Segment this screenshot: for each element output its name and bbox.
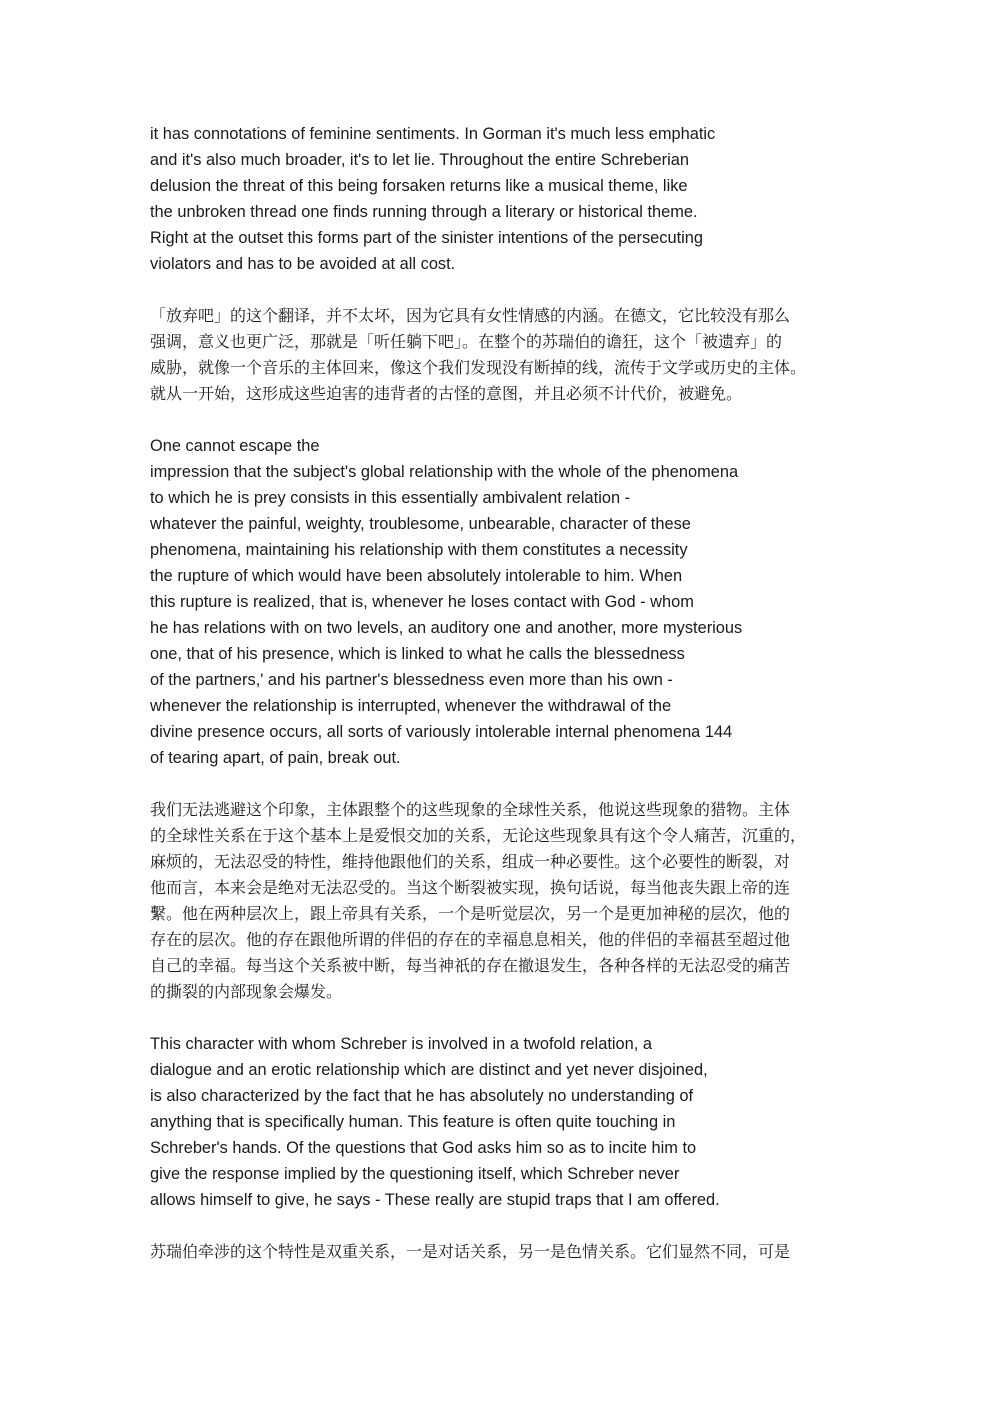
- paragraph-english-3: [150, 1031, 850, 1213]
- text-line: give the response implied by the questioning itself, which Schreber never: [150, 1165, 680, 1183]
- text-line: 繫。他在两种层次上，跟上帝具有关系，一个是听觉层次，另一个是更加神秘的层次，他的: [150, 904, 791, 923]
- text-line: allows himself to give, he says - These really are stupid traps that I am offered.: [150, 1191, 720, 1209]
- text-line: he has relations with on two levels, an auditory one and another, more mysterious: [150, 619, 743, 637]
- paragraph-spacer: [150, 1213, 850, 1239]
- text-line: phenomena, maintaining his relationship with them constitutes a necessity: [150, 541, 688, 559]
- text-line: anything that is specifically human. This feature is often quite touching in: [150, 1113, 676, 1131]
- text-line: and it's also much broader, it's to let lie. Throughout the entire Schreberian: [150, 151, 689, 169]
- text-line: 就从一开始，这形成这些迫害的违背者的古怪的意图，并且必须不计代价，被避免。: [150, 384, 743, 403]
- text-line: Right at the outset this forms part of the sinister intentions of the persecuting: [150, 229, 704, 247]
- paragraph-spacer: [150, 1005, 850, 1031]
- text-line: 强调，意义也更广泛，那就是「听任躺下吧」。在整个的苏瑞伯的谵狂，这个「被遗弃」的: [150, 332, 783, 351]
- paragraph-spacer: [150, 277, 850, 303]
- text-line: whatever the painful, weighty, troublesome, unbearable, character of these: [150, 515, 691, 533]
- text-line: 我们无法逃避这个印象，主体跟整个的这些现象的全球性关系，他说这些现象的猎物。主体: [150, 800, 791, 819]
- text-line: 自己的幸福。每当这个关系被中断，每当神祇的存在撤退发生，各种各样的无法忍受的痛苦: [150, 956, 791, 975]
- paragraph-spacer: [150, 771, 850, 797]
- text-line: divine presence occurs, all sorts of variously intolerable internal phenomena 144: [150, 723, 733, 741]
- paragraph-spacer: [150, 407, 850, 433]
- paragraph-chinese-2: [150, 797, 850, 1005]
- text-line: 的全球性关系在于这个基本上是爱恨交加的关系，无论这些现象具有这个令人痛苦，沉重的，: [150, 826, 807, 845]
- text-line: This character with whom Schreber is involved in a twofold relation, a: [150, 1035, 652, 1053]
- document-page: [150, 121, 850, 1265]
- text-line: violators and has to be avoided at all cost.: [150, 255, 456, 273]
- text-line: this rupture is realized, that is, whenever he loses contact with God - whom: [150, 593, 694, 611]
- paragraph-english-1: [150, 121, 850, 277]
- text-line: delusion the threat of this being forsaken returns like a musical theme, like: [150, 177, 688, 195]
- text-line: whenever the relationship is interrupted, whenever the withdrawal of the: [150, 697, 672, 715]
- paragraph-chinese-3: [150, 1239, 850, 1265]
- text-line: impression that the subject's global relationship with the whole of the phenomena: [150, 463, 739, 481]
- text-line: of the partners,' and his partner's blessedness even more than his own -: [150, 671, 673, 689]
- text-line: of tearing apart, of pain, break out.: [150, 749, 401, 767]
- text-line: 威胁，就像一个音乐的主体回来，像这个我们发现没有断掉的线，流传于文学或历史的主体。: [150, 358, 807, 377]
- text-line: the rupture of which would have been absolutely intolerable to him. When: [150, 567, 683, 585]
- text-line: 的撕裂的内部现象会爆发。: [150, 982, 343, 1001]
- text-line: 「放弃吧」的这个翻译，并不太坏，因为它具有女性情感的内涵。在德文，它比较没有那么: [150, 306, 791, 325]
- text-line: 苏瑞伯牵涉的这个特性是双重关系，一是对话关系，另一是色情关系。它们显然不同，可是: [150, 1242, 791, 1261]
- text-line: dialogue and an erotic relationship which are distinct and yet never disjoined,: [150, 1061, 708, 1079]
- text-line: 存在的层次。他的存在跟他所谓的伴侣的存在的幸福息息相关，他的伴侣的幸福甚至超过他: [150, 930, 791, 949]
- paragraph-english-2: [150, 433, 850, 771]
- text-line: 他而言，本来会是绝对无法忍受的。当这个断裂被实现，换句话说，每当他丧失跟上帝的连: [150, 878, 791, 897]
- text-line: it has connotations of feminine sentiments. In Gorman it's much less emphatic: [150, 125, 716, 143]
- paragraph-chinese-1: [150, 303, 850, 407]
- text-line: the unbroken thread one finds running through a literary or historical theme.: [150, 203, 698, 221]
- text-line: 麻烦的，无法忍受的特性，维持他跟他们的关系，组成一种必要性。这个必要性的断裂，对: [150, 852, 791, 871]
- text-line: one, that of his presence, which is linked to what he calls the blessedness: [150, 645, 685, 663]
- text-line: Schreber's hands. Of the questions that God asks him so as to incite him to: [150, 1139, 697, 1157]
- text-line: is also characterized by the fact that he has absolutely no understanding of: [150, 1087, 694, 1105]
- text-line: One cannot escape the: [150, 437, 320, 455]
- text-line: to which he is prey consists in this essentially ambivalent relation -: [150, 489, 631, 507]
